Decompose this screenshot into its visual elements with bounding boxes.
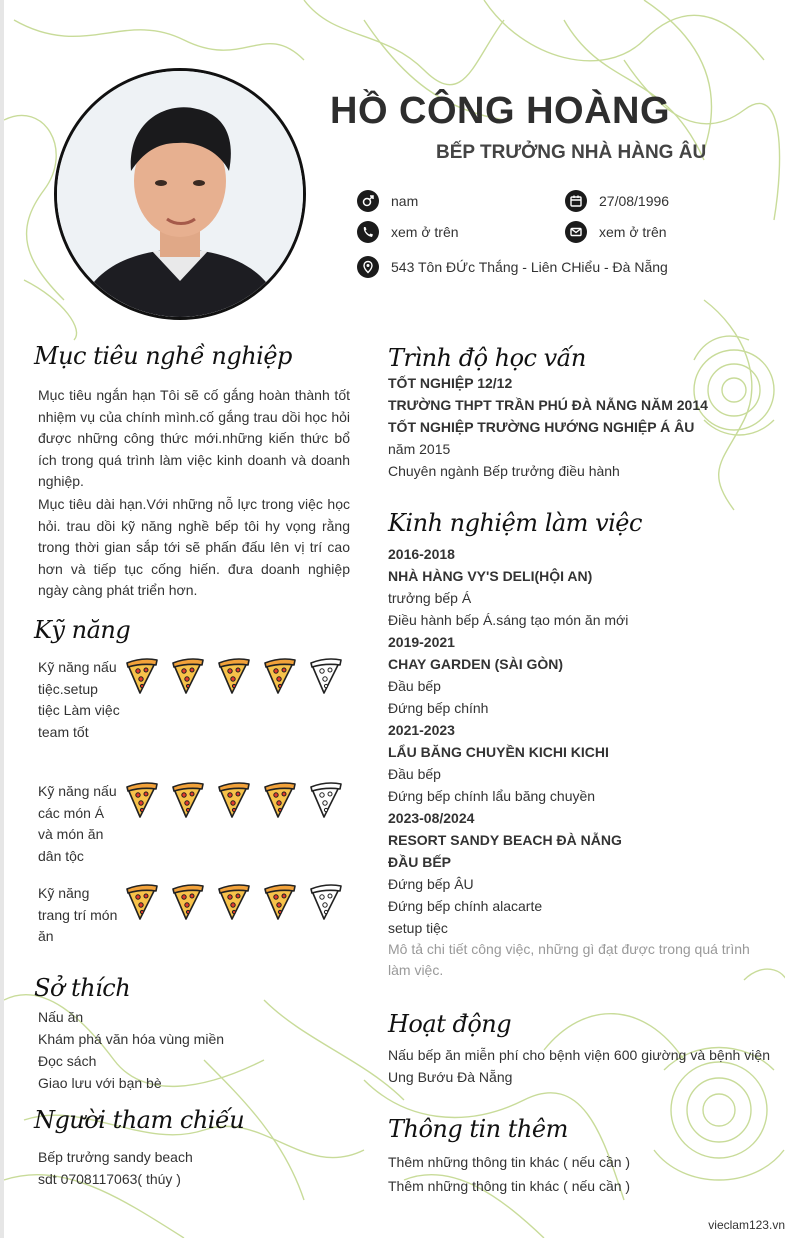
pizza-rating-filled-icon xyxy=(216,781,262,821)
experience-line: trưởng bếp Á xyxy=(388,590,472,606)
phone-icon xyxy=(357,221,379,243)
skill-label: Kỹ năng nấu các món Á và món ăn dân tộc xyxy=(38,783,117,864)
hobbies-list xyxy=(38,1006,224,1094)
education-line: Chuyên ngành Bếp trưởng điều hành xyxy=(388,463,620,479)
pizza-rating-filled-icon xyxy=(262,883,308,923)
hobby-item: Đọc sách xyxy=(38,1053,97,1069)
experience-list xyxy=(388,543,770,981)
gender-value: nam xyxy=(391,193,419,209)
skill-item xyxy=(38,781,354,867)
extra-list xyxy=(388,1150,630,1198)
experience-line: Đứng bếp ÂU xyxy=(388,876,474,892)
pizza-rating-filled-icon xyxy=(216,883,262,923)
experience-line: Đứng bếp chính alacarte xyxy=(388,898,543,914)
education-line: năm 2015 xyxy=(388,441,451,457)
skills-heading: Kỹ năng xyxy=(34,616,131,644)
email-value: xem ở trên xyxy=(599,224,667,240)
pizza-rating-filled-icon xyxy=(124,657,170,697)
references-list xyxy=(38,1146,193,1190)
pizza-rating-filled-icon xyxy=(124,781,170,821)
objective-heading: Mục tiêu nghề nghiệp xyxy=(34,342,292,370)
experience-line: LẨU BĂNG CHUYỀN KICHI KICHI xyxy=(388,744,609,760)
hobby-item: Nấu ăn xyxy=(38,1009,84,1025)
hobby-item: Khám phá văn hóa vùng miền xyxy=(38,1031,225,1047)
hobbies-heading: Sở thích xyxy=(34,974,131,1002)
experience-line: NHÀ HÀNG VY'S DELI(HỘI AN) xyxy=(388,568,593,584)
skill-rating xyxy=(124,781,354,867)
pizza-rating-filled-icon xyxy=(170,883,216,923)
experience-line: ĐẦU BẾP xyxy=(388,854,452,870)
experience-line: Điều hành bếp Á.sáng tạo món ăn mới xyxy=(388,612,629,628)
skill-label: Kỹ năng nấu tiệc.setup tiệc Làm việc team tốt xyxy=(38,659,120,740)
experience-line: RESORT SANDY BEACH ĐÀ NẴNG xyxy=(388,832,622,848)
experience-placeholder: Mô tả chi tiết công việc, những gì đạt được trong quá trình làm việc. xyxy=(388,941,750,978)
objective-long: Mục tiêu dài hạn.Với những nỗ lực trong việc học hỏi. trau dồi kỹ năng nghề bếp tôi hy vọng rằng trong thời gian sắp tới sẽ phấn đấu lên vị trí cao hơn và tiếp tục cống hiến. đưa doanh nghiệp ngày càng phát triển hơn. xyxy=(38,496,350,599)
skill-label: Kỹ năng trang trí món ăn xyxy=(38,885,118,945)
education-line: TRƯỜNG THPT TRẦN PHÚ ĐÀ NẴNG NĂM 2014 xyxy=(388,397,708,413)
extra-item: Thêm những thông tin khác ( nếu cần ) xyxy=(388,1154,631,1170)
extra-item: Thêm những thông tin khác ( nếu cần ) xyxy=(388,1178,631,1194)
info-gender xyxy=(357,190,418,212)
birthday-value: 27/08/1996 xyxy=(599,193,670,209)
experience-line: 2019-2021 xyxy=(388,634,455,650)
experience-line: Đầu bếp xyxy=(388,766,441,782)
skill-rating xyxy=(124,883,354,948)
full-name: HỒ CÔNG HOÀNG xyxy=(330,90,671,132)
experience-line: CHAY GARDEN (SÀI GÒN) xyxy=(388,656,564,672)
info-birthday xyxy=(565,190,669,212)
hobby-item: Giao lưu với bạn bè xyxy=(38,1075,162,1091)
pizza-rating-filled-icon xyxy=(124,883,170,923)
education-line: TỐT NGHIỆP TRƯỜNG HƯỚNG NGHIỆP Á ÂU xyxy=(388,419,695,435)
pizza-rating-empty-icon xyxy=(308,883,354,923)
pizza-rating-filled-icon xyxy=(216,657,262,697)
address-value: 543 Tôn ĐỨc Thắng - Liên CHiểu - Đà Nẵng xyxy=(391,259,668,275)
experience-line: Đứng bếp chính xyxy=(388,700,489,716)
experience-line: 2016-2018 xyxy=(388,546,455,562)
reference-item: sdt 0708117063( thúy ) xyxy=(38,1171,181,1187)
pizza-rating-filled-icon xyxy=(262,781,308,821)
phone-value: xem ở trên xyxy=(391,224,459,240)
experience-line: Đứng bếp chính lẩu băng chuyền xyxy=(388,788,596,804)
profile-photo xyxy=(54,68,306,320)
extra-heading: Thông tin thêm xyxy=(388,1115,568,1143)
info-address xyxy=(357,256,668,278)
info-email xyxy=(565,221,667,243)
calendar-icon xyxy=(565,190,587,212)
education-list xyxy=(388,372,708,482)
site-watermark: vieclam123.vn xyxy=(708,1218,785,1232)
location-icon xyxy=(357,256,379,278)
experience-heading: Kinh nghiệm làm việc xyxy=(388,509,642,537)
pizza-rating-filled-icon xyxy=(170,781,216,821)
experience-line: setup tiệc xyxy=(388,920,448,936)
pizza-rating-filled-icon xyxy=(262,657,308,697)
gender-icon xyxy=(357,190,379,212)
skill-rating xyxy=(124,657,354,743)
activities-text: Nấu bếp ăn miễn phí cho bệnh viện 600 giường và bệnh viện Ung Bướu Đà Nẵng xyxy=(388,1047,770,1085)
job-title: BẾP TRƯỞNG NHÀ HÀNG ÂU xyxy=(436,142,707,163)
info-phone xyxy=(357,221,459,243)
experience-line: 2023-08/2024 xyxy=(388,810,475,826)
reference-item: Bếp trưởng sandy beach xyxy=(38,1149,193,1165)
email-icon xyxy=(565,221,587,243)
experience-line: Đầu bếp xyxy=(388,678,441,694)
experience-line: 2021-2023 xyxy=(388,722,455,738)
education-line: TỐT NGHIỆP 12/12 xyxy=(388,375,513,391)
pizza-rating-filled-icon xyxy=(170,657,216,697)
objective-short: Mục tiêu ngắn hạn Tôi sẽ cố gắng hoàn thành tốt nhiệm vụ của chính mình.cố gắng trau dồi học hỏi được những công thức mới.những kiến thức bổ ích trong quá trình làm việc kinh doanh và doanh nghiệp. xyxy=(38,387,350,490)
pizza-rating-empty-icon xyxy=(308,781,354,821)
education-heading: Trình độ học vấn xyxy=(388,344,586,372)
pizza-rating-empty-icon xyxy=(308,657,354,697)
skill-item xyxy=(38,657,354,743)
skill-item xyxy=(38,883,354,948)
references-heading: Người tham chiếu xyxy=(34,1106,245,1134)
activities-heading: Hoạt động xyxy=(388,1010,512,1038)
